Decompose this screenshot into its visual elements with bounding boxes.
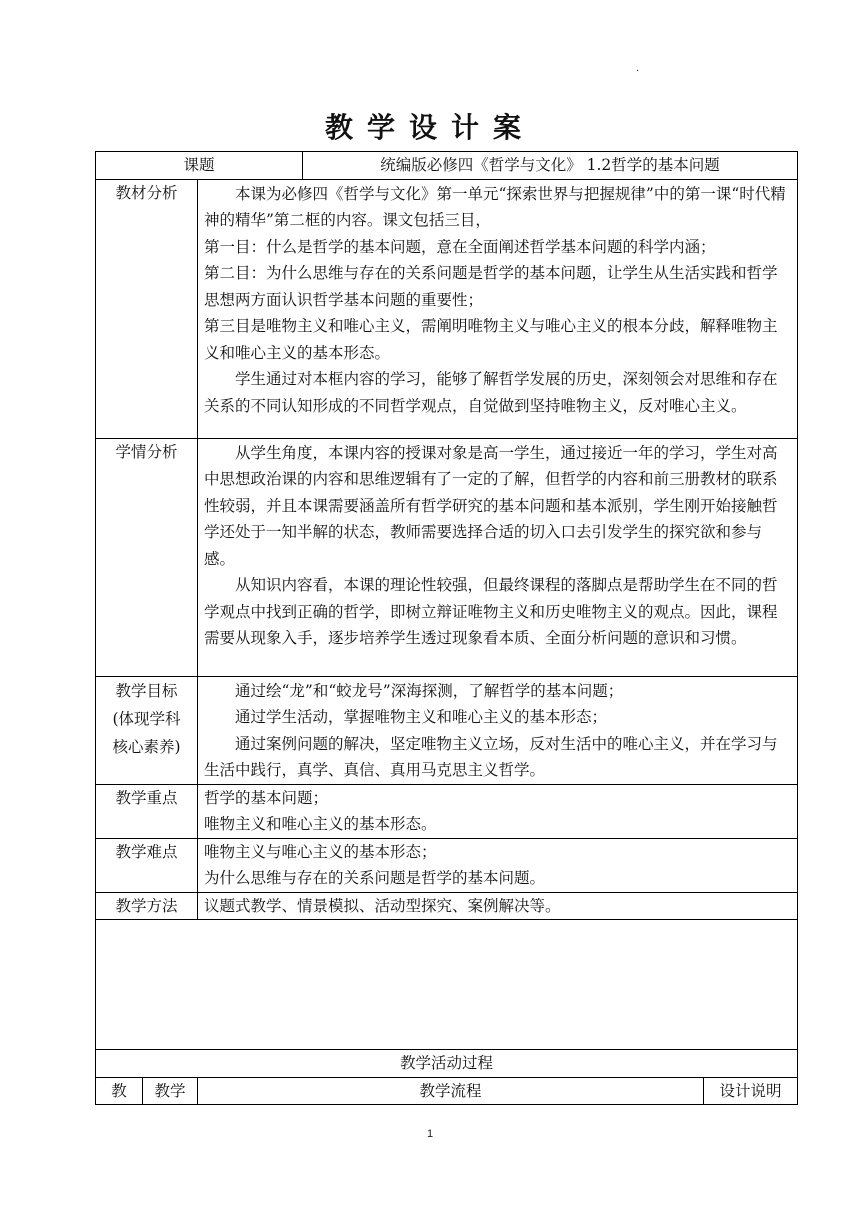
student-analysis-label: 学情分析 xyxy=(96,438,198,676)
key-point-item: 唯物主义和唯心主义的基本形态。 xyxy=(204,815,437,833)
row-column-headers xyxy=(96,1077,798,1105)
row-teaching-methods xyxy=(96,892,798,920)
teaching-goals-content xyxy=(198,676,798,784)
difficulties-content xyxy=(198,838,798,892)
page-number: 1 xyxy=(426,1128,434,1140)
key-points-content xyxy=(198,784,798,838)
material-paragraph: 学生通过对本框内容的学习，能够了解哲学发展的历史，深刻领会对思维和存在关系的不同认知形成的不同哲学观点，自觉做到坚持唯物主义，反对唯心主义。 xyxy=(204,370,778,415)
goals-label-line: 核心素养) xyxy=(112,737,181,756)
student-paragraph: 从学生角度，本课内容的授课对象是高一学生，通过接近一年的学习，学生对高中思想政治课的内容和思维逻辑有了一定的了解，但哲学的内容和前三册教材的联系性较弱，并且本课需要涵盖所有哲学研究的基本问题和基本派别，学生刚开始接触哲学还处于一知半解的状态，教师需要选择合适的切入口去引发学生的探究欲和参与感。 xyxy=(204,443,778,568)
goals-label-line: 教学目标 xyxy=(115,681,178,700)
topic-value: 统编版必修四《哲学与文化》 1.2哲学的基本问题 xyxy=(303,152,798,180)
process-header: 教学活动过程 xyxy=(96,1050,798,1078)
row-teaching-goals xyxy=(96,676,798,784)
key-points-label: 教学重点 xyxy=(96,784,198,838)
material-paragraph: 第三目是唯物主义和唯心主义，需阐明唯物主义与唯心主义的根本分歧，解释唯物主义和唯心主义的基本形态。 xyxy=(204,317,778,362)
row-material-analysis xyxy=(96,179,798,438)
student-analysis-content xyxy=(198,438,798,676)
material-paragraph: 第一目：什么是哲学的基本问题，意在全面阐述哲学基本问题的科学内涵； xyxy=(204,237,716,256)
teaching-goals-label xyxy=(96,676,198,784)
row-student-analysis xyxy=(96,438,798,676)
row-topic xyxy=(96,152,798,180)
row-process-header xyxy=(96,1050,798,1078)
column-header: 教学流程 xyxy=(198,1077,704,1105)
topic-label: 课题 xyxy=(96,152,303,180)
document-title: 教学设计案 xyxy=(324,111,535,144)
column-header: 教 xyxy=(96,1077,143,1105)
header-mark: · xyxy=(636,66,640,77)
row-difficulties xyxy=(96,838,798,892)
lesson-plan-table xyxy=(95,151,798,1105)
column-header: 教学 xyxy=(143,1077,198,1105)
difficulty-item: 唯物主义与唯心主义的基本形态； xyxy=(204,842,437,861)
key-point-item: 哲学的基本问题； xyxy=(204,788,329,807)
goals-label-line: (体现学科 xyxy=(112,709,181,728)
difficulty-item: 为什么思维与存在的关系问题是哲学的基本问题。 xyxy=(204,869,546,887)
goal-item: 通过绘“龙”和“蛟龙号”深海探测，了解哲学的基本问题； xyxy=(235,681,624,700)
teaching-methods-content: 议题式教学、情景模拟、活动型探究、案例解决等。 xyxy=(198,892,798,920)
material-paragraph: 本课为必修四《哲学与文化》第一单元“探索世界与把握规律”中的第一课“时代精神的精华”第二框的内容。课文包括三目， xyxy=(204,184,786,229)
goal-item: 通过案例问题的解决，坚定唯物主义立场，反对生活中的唯心主义，并在学习与生活中践行，真学、真信、真用马克思主义哲学。 xyxy=(204,734,778,779)
difficulties-label: 教学难点 xyxy=(96,838,198,892)
teaching-methods-label: 教学方法 xyxy=(96,892,198,920)
row-key-points xyxy=(96,784,798,838)
material-paragraph: 第二目：为什么思维与存在的关系问题是哲学的基本问题，让学生从生活实践和哲学思想两方面认识哲学基本问题的重要性； xyxy=(204,264,778,309)
column-header: 设计说明 xyxy=(704,1077,798,1105)
student-paragraph: 从知识内容看，本课的理论性较强，但最终课程的落脚点是帮助学生在不同的哲学观点中找到正确的哲学，即树立辩证唯物主义和历史唯物主义的观点。因此，课程需要从现象入手，逐步培养学生透过现象看本质、全面分析问题的意识和习惯。 xyxy=(204,576,778,647)
material-analysis-content xyxy=(198,179,798,438)
goal-item: 通过学生活动，掌握唯物主义和唯心主义的基本形态； xyxy=(235,708,608,726)
blank-cell xyxy=(96,920,798,1050)
material-analysis-label: 教材分析 xyxy=(96,179,198,438)
row-blank xyxy=(96,920,798,1050)
